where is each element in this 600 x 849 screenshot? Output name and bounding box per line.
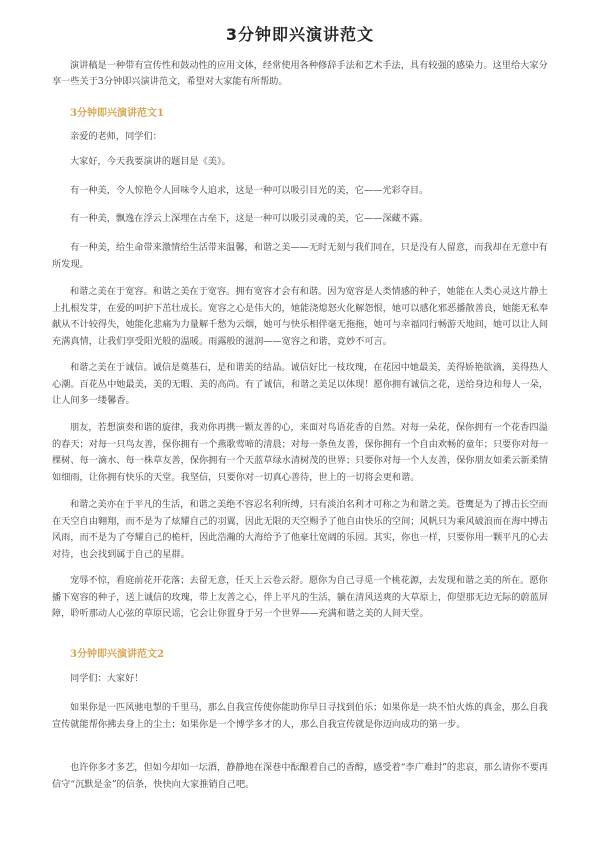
s2-paragraph-3: 也许你多才多艺，但如今却如一坛酒，静静地在深巷中酝酿着自己的香醇，感受着“李广难封”的悲哀，那么请你不要再信守“沉默是金”的信条，快快向大家推销自己吧。 bbox=[52, 762, 548, 790]
s1-paragraph-1: 亲爱的老师，同学们： bbox=[70, 131, 162, 142]
s1-paragraph-3: 有一种美，令人惊艳令人回味令人追求，这是一种可以吸引目光的美，它——光彩夺目。 bbox=[70, 185, 429, 196]
s1-paragraph-8: 朋友，若想演奏和谐的旋律，我劝你再携一颗友善的心，来面对鸟语花香的自然。对每一朵花，保你拥有一个花香四溢的春天；对每一只鸟友善，保你拥有一个燕歌莺啼的清晨；对每一条鱼友善，保你拥有一个自由欢畅的童年；只要你对每一棵树、每一滴水、每一株草友善，保你拥有一个天蓝草绿水清树茂的世界；只要你对每一个人友善，保你朋友如柔云新柔情如细雨，让你拥有快乐的天堂。我坚信，只要你对一切真心善待，世上的一切将会更和谐。 bbox=[52, 422, 549, 483]
s1-paragraph-10: 宠辱不惊，看庭前花开花落；去留无意，任天上云卷云舒。愿你为自己寻觅一个桃花源，去发现和谐之美的所在。愿你播下宽容的种子，送上诚信的玫瑰，带上友善之心，伴上平凡的生活，躺在清风送爽的大草原上，仰望那无边无际的蔚蓝屏障，聆听那动人心弦的草原民谣，它会让你置身于另一个世界——充满和谐之美的人间天堂。 bbox=[52, 575, 549, 619]
s1-paragraph-7: 和谐之美在于诚信。诚信是奠基石，是和谐美的结晶。诚信好比一枝玫瑰，在花园中她最美，美得娇艳欲滴，美得热人心潮。百花丛中她最美，美的无暇、美的高尚。有了诚信，和谐之美足以体现！愿你拥有诚信之花，送给身边和每人一朵，让人间多一缕馨香。 bbox=[52, 362, 549, 406]
s1-paragraph-5: 有一种美，给生命带来激情给生活带来温馨，和谐之美——无时无刻与我们同在，只是没有人留意，而我却在无意中有所发现。 bbox=[52, 242, 548, 270]
section1-heading: 3分钟即兴演讲范文1 bbox=[70, 108, 164, 119]
intro-paragraph bbox=[52, 58, 555, 90]
page-title: 3分钟即兴演讲范文 bbox=[225, 25, 375, 44]
s2-paragraph-2: 如果你是一匹风驰电掣的千里马，那么自我宣传使你能助你早日寻找到伯乐；如果你是一块不怕火炼的真金，那么自我宣传就能帮你拂去身上的尘土；如果你是一个博学多才的人，那么自我宣传就是你迈向成功的第一步。 bbox=[52, 702, 548, 730]
s2-paragraph-1: 同学们：大家好！ bbox=[70, 673, 144, 684]
s1-paragraph-2: 大家好，今天我要演讲的题目是《美》。 bbox=[70, 156, 231, 167]
s1-paragraph-4: 有一种美，飘逸在浮云上深埋在古垒下，这是一种可以吸引灵魂的美，它——深藏不露。 bbox=[70, 213, 429, 224]
section2-heading: 3分钟即兴演讲范文2 bbox=[70, 649, 164, 660]
s1-paragraph-9: 和谐之美亦在于平凡的生活，和谐之美绝不容忍名利所缚，只有淡泊名利才可称之为和谐之美。苍鹰是为了搏击长空而在天空自由翱翔，而不是为了炫耀自己的羽翼，因此无限的天空赐予了他自由快乐的空间；风帆只为乘风破浪而在海中搏击风雨，而不是为了夸耀自己的桅杆，因此浩瀚的大海给予了他豪壮宽阔的乐园。其实，你也一样，只要你用一颗平凡的心去对待，也会找到属于自己的星群。 bbox=[52, 499, 549, 560]
intro-text: 演讲稿是一种带有宣传性和鼓动性的应用文体，经常使用各种修辞手法和艺术手法，具有较强的感染力。这里给大家分享一些关于3分钟即兴演讲范文，希望对大家能有所帮助。 bbox=[52, 60, 548, 87]
s1-paragraph-6: 和谐之美在于宽容。和谐之美在于宽容。拥有宽容才会有和谐。因为宽容是人类情感的种子，她能在人类心灵这片静土上扎根发芽，在爱的呵护下茁壮成长。宽容之心是伟大的，她能浇熄怒火化解怨恨，她可以感化邪恶播散善良，她能无私奉献从不计较得失，她能化悲痛为力量解千愁为云烟，她可与快乐相伴毫无拖拖，她可与幸福同行畅游天地间，她可以让人间充满真情，让我们享受阳光般的温暖。雨露般的滋润——宽容之和谐，竟妙不可言。 bbox=[52, 286, 549, 347]
